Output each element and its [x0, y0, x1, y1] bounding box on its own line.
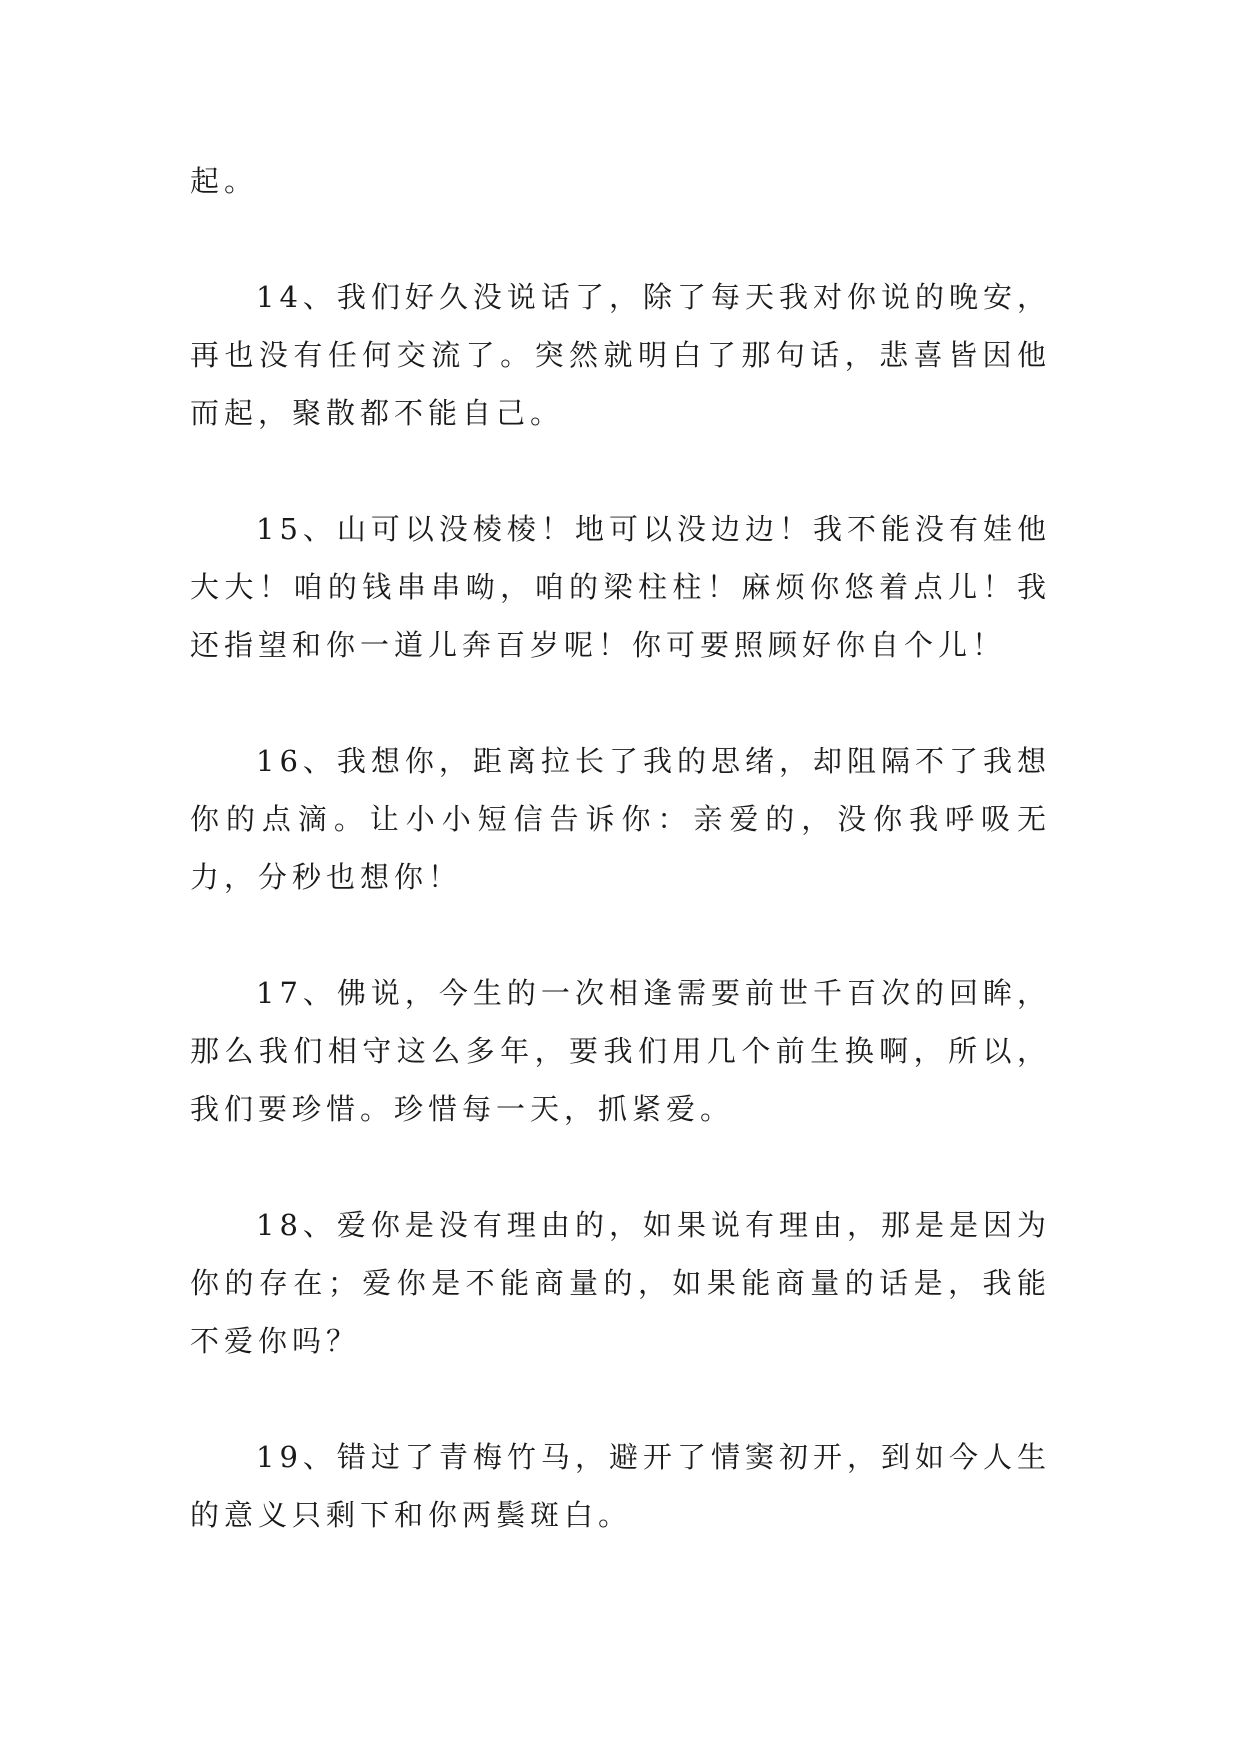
document-body — [190, 152, 1051, 1602]
paragraph-19: 19、错过了青梅竹马，避开了情窦初开，到如今人生的意义只剩下和你两鬓斑白。 — [190, 1440, 1051, 1532]
paragraph-16: 16、我想你，距离拉长了我的思绪，却阻隔不了我想你的点滴。让小小短信告诉你：亲爱的，没你我呼吸无力，分秒也想你！ — [190, 744, 1051, 894]
paragraph-15: 15、山可以没棱棱！地可以没边边！我不能没有娃他大大！咱的钱串串呦，咱的梁柱柱！麻烦你悠着点儿！我还指望和你一道儿奔百岁呢！你可要照顾好你自个儿！ — [190, 512, 1051, 662]
paragraph-14: 14、我们好久没说话了，除了每天我对你说的晚安，再也没有任何交流了。突然就明白了那句话，悲喜皆因他而起，聚散都不能自己。 — [190, 280, 1051, 430]
paragraph-17: 17、佛说，今生的一次相逢需要前世千百次的回眸，那么我们相守这么多年，要我们用几个前生换啊，所以，我们要珍惜。珍惜每一天，抓紧爱。 — [190, 976, 1051, 1126]
paragraph-continuation: 起。 — [190, 164, 259, 198]
paragraph-18: 18、爱你是没有理由的，如果说有理由，那是是因为你的存在；爱你是不能商量的，如果能商量的话是，我能不爱你吗？ — [190, 1208, 1051, 1358]
